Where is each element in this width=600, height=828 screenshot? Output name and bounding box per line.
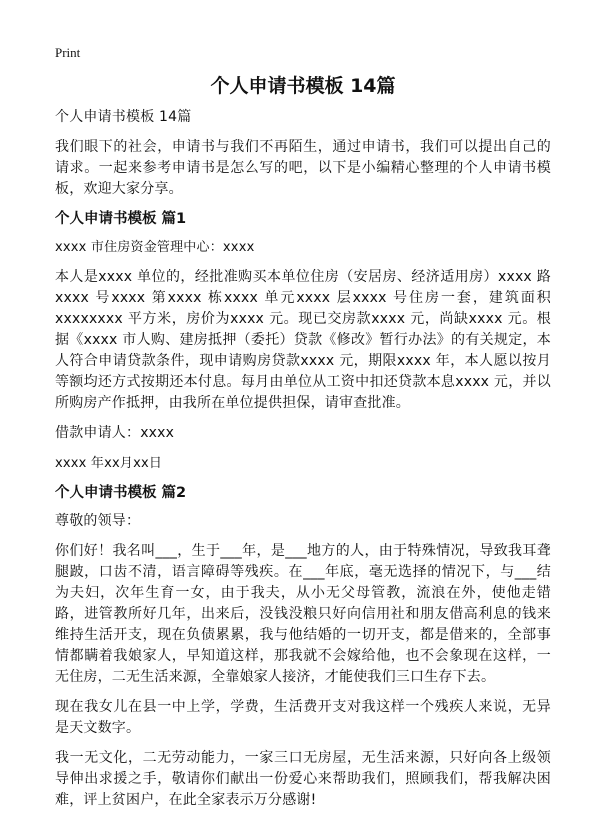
addressee: xxxx 市住房资金管理中心：xxxx [55,240,255,255]
document-title: 个人申请书模板 14篇 [210,75,396,97]
body-paragraph: 我一无文化，二无劳动能力，一家三口无房屋，无生活来源，只好向各上级领导伸出求援之手，敬请你们献出一份爱心来帮助我们，照顾我们，帮我解决困难，评上贫困户，在此全家表示万分感谢! [55,750,551,808]
section-heading: 个人申请书模板 篇1 [55,211,187,227]
print-label[interactable]: Print [55,45,81,60]
intro-paragraph: 我们眼下的社会，申请书与我们不再陌生，通过申请书，我们可以提出自己的请求。一起来参考申请书是怎么写的吧，以下是小编精心整理的个人申请书模板，欢迎大家分享。 [55,139,551,197]
date-line: xxxx 年xx月xx日 [55,456,163,471]
body-paragraph: 你们好！我名叫___，生于___年，是___地方的人，由于特殊情况，导致我耳聋腿跛，口齿不清，语言障碍等残疾。在___年底，毫无选择的情况下，与___结为夫妇，次年生育一女，由于我夫，从小无父母管教，流浪在外，使他走错路，进管教所好几年，出来后，没钱没粮只好向信用社和朋友借高利息的钱来维持生活开支，现在负债累累，我与他结婚的一切开支，都是借来的，全部事情都瞒着我娘家人，早知道这样，那我就不会嫁给他，也不会象现在这样，一无住房，二无生活来源，全靠娘家人接济，才能使我们三口生存下去。 [55,543,551,685]
document-subtitle: 个人申请书模板 14篇 [55,109,192,125]
body-paragraph: 现在我女儿在县一中上学，学费，生活费开支对我这样一个残疾人来说，无异是天文数字。 [55,699,551,736]
document-content [55,74,551,811]
salutation: 尊敬的领导： [55,513,141,529]
body-paragraph: 本人是xxxx 单位的，经批准购买本单位住房（安居房、经济适用房）xxxx 路xxxx 号xxxx 第xxxx 栋xxxx 单元xxxx 层xxxx 号住房一套，建筑面积xxxxxxxx 平方米，房价为xxxx 元。现已交房款xxxx 元，尚缺xxxx 元。根据《xxxx 市人购、建房抵押（委托）贷款《修改》暂行办法》的有关规定，本人符合申请贷款条件，现申请购房贷款xxxx 元，期限xxxx 年，本人愿以按月等额均还方式按期还本付息。每月由单位从工资中扣还贷款本息xxxx 元，并以所购房产作抵押，由我所在单位提供担保，请审查批准。 [55,269,551,411]
applicant-line: 借款申请人：xxxx [55,425,175,441]
section-heading: 个人申请书模板 篇2 [55,485,187,501]
